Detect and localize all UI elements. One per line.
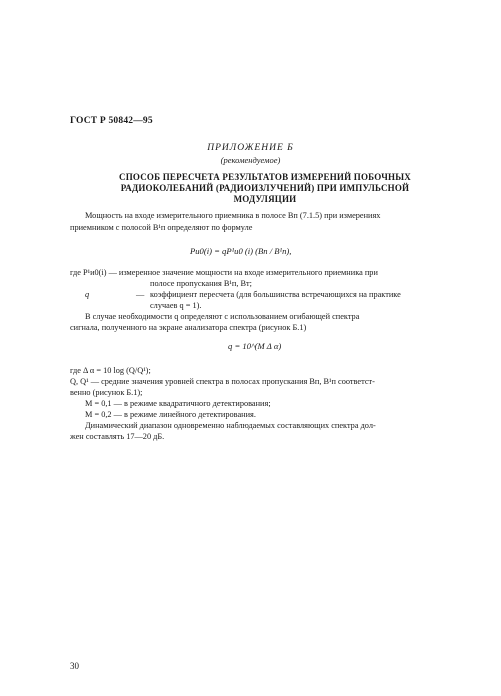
page-number: 30 [70,661,79,671]
heading-line-2: РАДИОКОЛЕБАНИЙ (РАДИОИЗЛУЧЕНИЙ) ПРИ ИМПУЛЬСНОЙ [120,183,410,193]
where-1-line-2: полосе пропускания B¹п, Вт; [150,279,252,288]
where-1-line-1: где P¹и0(i) — измеренное значение мощности на входе измерительного приемника при [70,268,378,277]
where-2-line-1: коэффициент пересчета (для большинства встречающихся на практике [150,290,401,299]
document-header: ГОСТ Р 50842—95 [70,116,153,126]
where-3-line-3: венно (рисунок Б.1); [70,388,143,397]
heading-line-3: МОДУЛЯЦИИ [233,194,297,204]
paragraph-3-line-1: Динамический диапазон одновременно наблюдаемых составляющих спектра дол- [85,421,376,430]
paragraph-2-line-2: сигнала, полученного на экране анализатора спектра (рисунок Б.1) [70,323,307,332]
where-3-line-1: где Δ α = 10 log (Q/Q¹); [70,366,151,375]
appendix-title: ПРИЛОЖЕНИЕ Б [207,143,294,153]
heading-line-1: СПОСОБ ПЕРЕСЧЕТА РЕЗУЛЬТАТОВ ИЗМЕРЕНИЙ ПОБОЧНЫХ [119,172,411,182]
paragraph-1-line-1: Мощность на входе измерительного приемника в полосе Bп (7.1.5) при измерениях [85,211,381,220]
where-2-symbol: q [85,290,90,299]
where-3-line-2: Q, Q¹ — средние значения уровней спектра в полосах пропускания Bп, B¹п соответст- [70,377,375,386]
mode-linear: M = 0,2 — в режиме линейного детектирования. [85,410,256,419]
paragraph-2-line-1: В случае необходимости q определяют с использованием огибающей спектра [85,312,360,321]
where-2-dash: — [136,290,145,299]
formula-coefficient: q = 10^(M Δ α) [228,341,282,351]
formula-power: Pи0(i) = qP¹и0 (i) (Bп / B¹п), [190,246,292,256]
where-2-line-2: случаев q = 1). [150,301,202,310]
appendix-subtitle: (рекомендуемое) [220,155,281,165]
mode-quadratic: M = 0,1 — в режиме квадратичного детектирования; [85,399,271,408]
paragraph-3-line-2: жен составлять 17—20 дБ. [70,432,165,441]
paragraph-1-line-2: приемником с полосой B¹п определяют по формуле [70,223,253,232]
section-heading [100,172,430,205]
